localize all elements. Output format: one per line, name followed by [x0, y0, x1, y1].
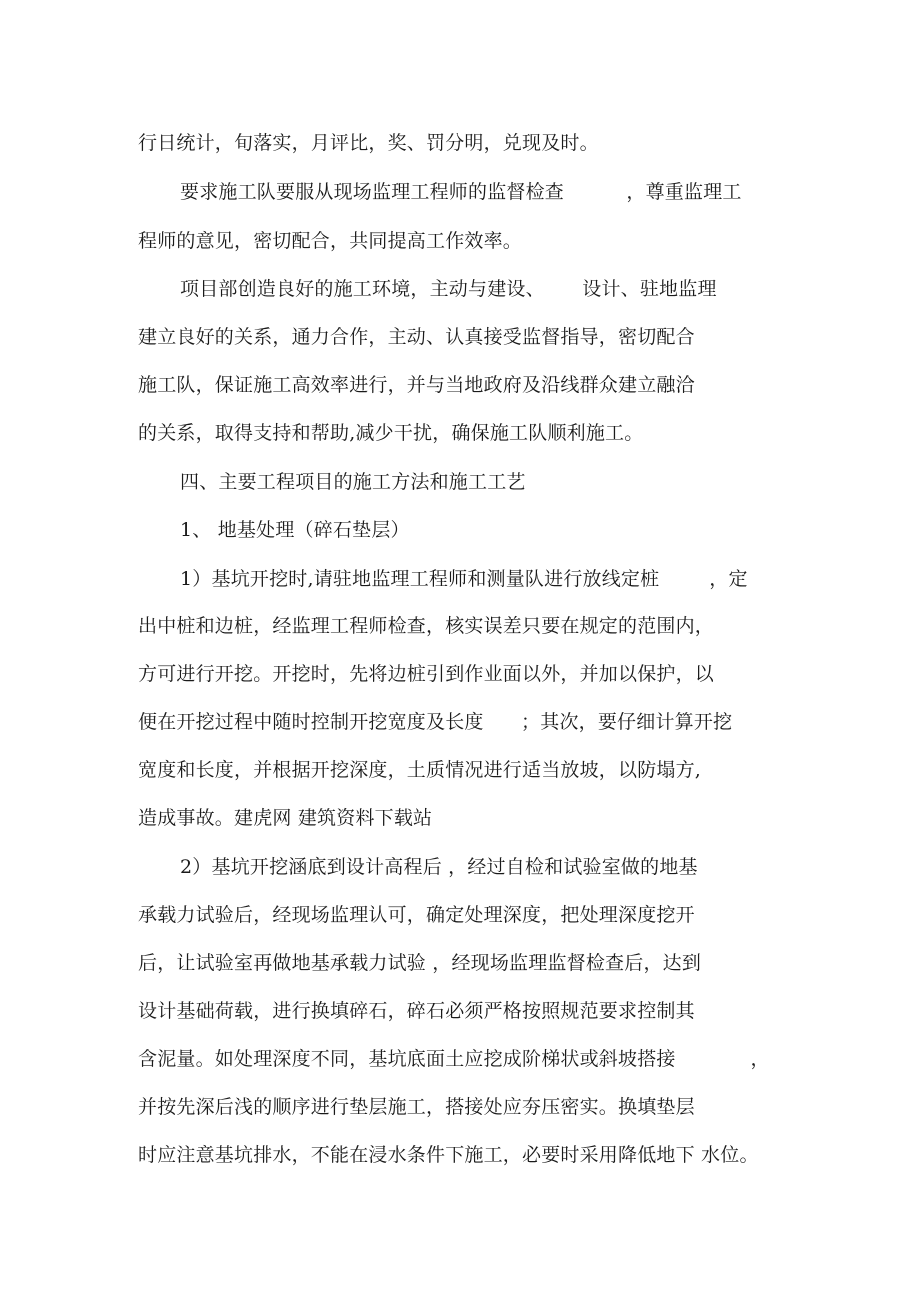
text-line: 造成事故。建虎网 建筑资料下载站 — [138, 807, 433, 829]
text-line: 程师的意见，密切配合，共同提高工作效率。 — [138, 230, 523, 252]
text-line: 含泥量。如处理深度不同，基坑底面土应挖成阶梯状或斜坡搭接 ， — [138, 1048, 770, 1070]
text-line: 施工队，保证施工高效率进行，并与当地政府及沿线群众建立融洽 — [138, 374, 695, 396]
text-line: 并按先深后浅的顺序进行垫层施工，搭接处应夯压密实。换填垫层 — [138, 1096, 695, 1118]
subsection-heading: 1、 地基处理（碎石垫层） — [180, 519, 410, 541]
text-line: 承载力试验后，经现场监理认可，确定处理深度，把处理深度挖开 — [138, 904, 695, 926]
text-line: 出中桩和边桩，经监理工程师检查，核实误差只要在规定的范围内， — [138, 615, 715, 637]
text-line: 1）基坑开挖时,请驻地监理工程师和测量队进行放线定桩 ，定 — [180, 568, 748, 590]
text-line: 行日统计，旬落实，月评比，奖、罚分明，兑现及时。 — [138, 132, 599, 154]
text-line: 设计基础荷载，进行换填碎石，碎石必须严格按照规范要求控制其 — [138, 1000, 695, 1022]
text-line: 的关系，取得支持和帮助,减少干扰，确保施工队顺利施工。 — [138, 422, 644, 444]
text-line: 建立良好的关系，通力合作，主动、认真接受监督指导，密切配合 — [138, 326, 695, 348]
text-line: 要求施工队要服从现场监理工程师的监督检查 ，尊重监理工 — [180, 181, 742, 203]
text-line: 便在开挖过程中随时控制开挖宽度及长度 ；其次，要仔细计算开挖 — [138, 711, 733, 733]
text-line: 方可进行开挖。开挖时，先将边桩引到作业面以外，并加以保护，以 — [138, 663, 715, 685]
text-line: 2）基坑开挖涵底到设计高程后 ，经过自检和试验室做的地基 — [180, 856, 698, 878]
text-line: 项目部创造良好的施工环境，主动与建设、 设计、驻地监理 — [180, 278, 717, 300]
text-line: 时应注意基坑排水，不能在浸水条件下施工，必要时采用降低地下 水位。 — [138, 1144, 759, 1166]
text-line: 宽度和长度，并根据开挖深度，土质情况进行适当放坡，以防塌方, — [138, 759, 702, 781]
text-line: 后，让试验室再做地基承载力试验 ，经现场监理监督检查后，达到 — [138, 952, 702, 974]
section-heading: 四、主要工程项目的施工方法和施工工艺 — [180, 471, 526, 493]
